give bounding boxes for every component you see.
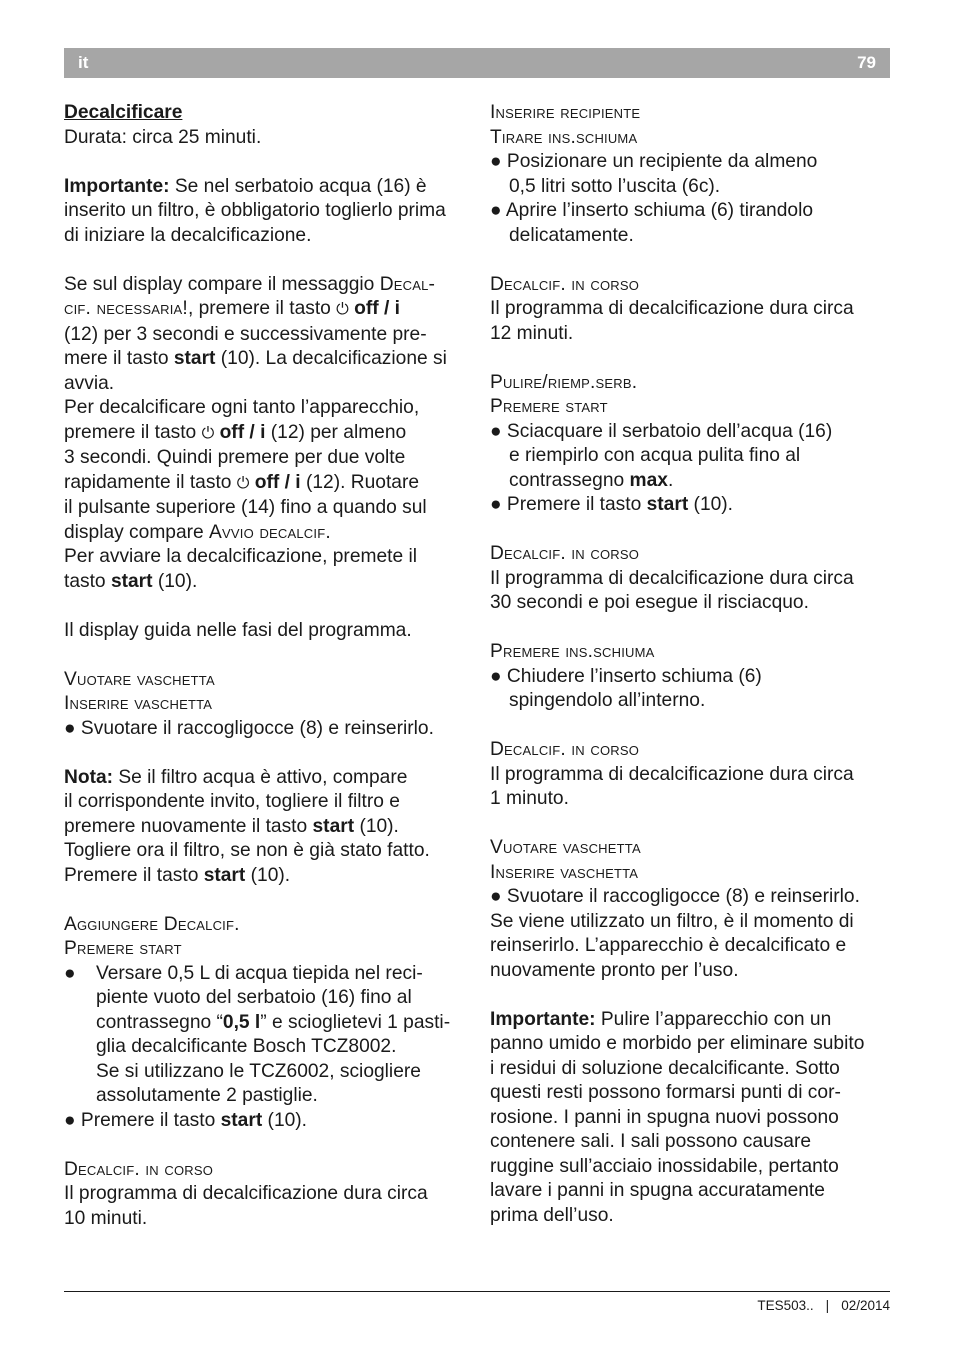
display-guide-text: Il display guida nelle fasi del programma. — [64, 619, 412, 641]
bullet-icon: ● — [490, 200, 506, 221]
list-item: ● Premere il tasto start (10). — [490, 494, 734, 515]
left-column — [64, 101, 464, 1231]
display-message: Tirare ins.schiuma — [490, 126, 638, 148]
display-message: Premere start — [490, 396, 608, 417]
important-note: Importante: Pulire l’apparecchio con un panno umido e morbido per eliminare subito i residui di soluzione decalcificante. Sotto questi resti possono formarsi punti di cor- rosione. I panni in spugna nuovi possono contenere sali. I sali possono causare ruggine sull’acciaio inossidabile, pertanto lavare i panni in spugna accuratamente prima dell’uso. — [490, 1008, 865, 1226]
bullet-icon: ● — [490, 151, 507, 172]
duration-text: Il programma di decalcificazione dura circa 1 minuto. — [490, 763, 854, 809]
list-item: ● Svuotare il raccogligocce (8) e reinserirlo. — [64, 717, 434, 739]
bullet-icon: ● — [64, 717, 81, 739]
display-message: Decalcif. in corso — [490, 273, 640, 295]
display-message: Inserire recipiente — [490, 102, 641, 123]
duration-text: Durata: circa 25 minuti. — [64, 126, 262, 148]
display-message: Inserire vaschetta — [64, 693, 213, 714]
list-item: ● Premere il tasto start (10). — [64, 1109, 308, 1131]
display-message: Avvio decalcif. — [209, 521, 331, 543]
list-item: ● Versare 0,5 L di acqua tiepida nel reci- — [64, 962, 464, 987]
footer-separator: | — [825, 1298, 830, 1313]
header-bar — [64, 48, 890, 78]
bullet-icon: ● — [64, 962, 76, 984]
instructions-paragraph: Per decalcificare ogni tanto l’apparecchio, premere il tasto ⏻ off / i (12) per almeno 3 secondi. Quindi premere per due volte rapidamente il tasto ⏻ off / i (12). Ruotare il pulsante superiore (14) fino a quando sul display compare Avvio decalcif. — [64, 397, 427, 543]
page-number: 79 — [857, 53, 876, 72]
display-message: Premere ins.schiuma — [490, 641, 655, 662]
filter-paragraph: Se viene utilizzato un filtro, è il momento di reinserirlo. L’apparecchio è decalcificato e nuovamente pronto per l’uso. — [490, 910, 854, 981]
display-message: Vuotare vaschetta — [490, 837, 641, 858]
display-message: Inserire vaschetta — [490, 861, 639, 883]
list-item: ● Sciacquare il serbatoio dell’acqua (16) e riempirlo con acqua pulita fino al contrassegno max. — [490, 420, 833, 491]
display-message: Decalcif. in corso — [490, 543, 640, 564]
list-item-continued: piente vuoto del serbatoio (16) fino al contrassegno “0,5 l” e scioglietevi 1 pasti- glia decalcificante Bosch TCZ8002. Se si utilizzano le TCZ6002, sciogliere assolutamente 2 pastiglie. — [96, 987, 451, 1106]
section-title: Decalcificare — [64, 102, 183, 123]
list-item: ● Aprire l’inserto schiuma (6) tirandolo delicatamente. — [490, 200, 813, 246]
bullet-icon: ● — [490, 665, 507, 687]
display-message: cif. necessaria! — [64, 298, 188, 319]
duration-text: Il programma di decalcificazione dura circa 12 minuti. — [490, 298, 854, 344]
instructions-paragraph: Se sul display compare il messaggio Decal- cif. necessaria!, premere il tasto ⏻ off / i (12) per 3 secondi e successivamente pre- mere il tasto start (10). La decalcificazione si avvia. — [64, 273, 447, 394]
display-message: Decalcif. in corso — [64, 1158, 214, 1180]
list-item: ● Chiudere l’inserto schiuma (6) spingendolo all’interno. — [490, 665, 762, 711]
display-message: Decalcif. in corso — [490, 739, 640, 760]
publication-date: 02/2014 — [841, 1298, 890, 1313]
important-note: Importante: Se nel serbatoio acqua (16) è inserito un filtro, è obbligatorio toglierlo prima di iniziare la decalcificazione. — [64, 175, 446, 246]
bullet-icon: ● — [490, 420, 507, 442]
footer-divider — [64, 1291, 890, 1292]
bullet-icon: ● — [490, 494, 507, 515]
model-number: TES503.. — [757, 1298, 814, 1313]
instructions-paragraph: Per avviare la decalcificazione, premete il tasto start (10). — [64, 546, 418, 592]
display-message: Pulire/riemp.serb. — [490, 371, 638, 393]
bullet-icon: ● — [490, 886, 507, 907]
right-column — [490, 101, 892, 1228]
footer — [757, 1298, 890, 1313]
note-paragraph: Nota: Se il filtro acqua è attivo, compare il corrispondente invito, togliere il filtro e premere nuovamente il tasto start (10). Togliere ora il filtro, se non è già stato fatto. Premere il tasto start (10). — [64, 766, 430, 886]
display-message: Premere start — [64, 938, 182, 959]
info-icon: i — [260, 421, 266, 443]
power-icon: ⏻ — [236, 474, 250, 492]
display-message: Vuotare vaschetta — [64, 668, 215, 690]
bullet-icon: ● — [64, 1109, 81, 1131]
duration-text: Il programma di decalcificazione dura circa 10 minuti. — [64, 1183, 428, 1229]
power-icon: ⏻ — [201, 424, 215, 442]
list-item: ● Svuotare il raccogligocce (8) e reinserirlo. — [490, 886, 860, 907]
power-icon: ⏻ — [336, 301, 349, 318]
list-item: ● Posizionare un recipiente da almeno 0,5 litri sotto l’uscita (6c). — [490, 151, 818, 197]
language-code: it — [78, 53, 89, 72]
info-icon: i — [295, 471, 301, 493]
display-message: Aggiungere Decalcif. — [64, 913, 240, 935]
display-message: Decal- — [379, 273, 436, 295]
duration-text: Il programma di decalcificazione dura circa 30 secondi e poi esegue il risciacquo. — [490, 567, 854, 613]
info-icon: i — [394, 298, 401, 319]
